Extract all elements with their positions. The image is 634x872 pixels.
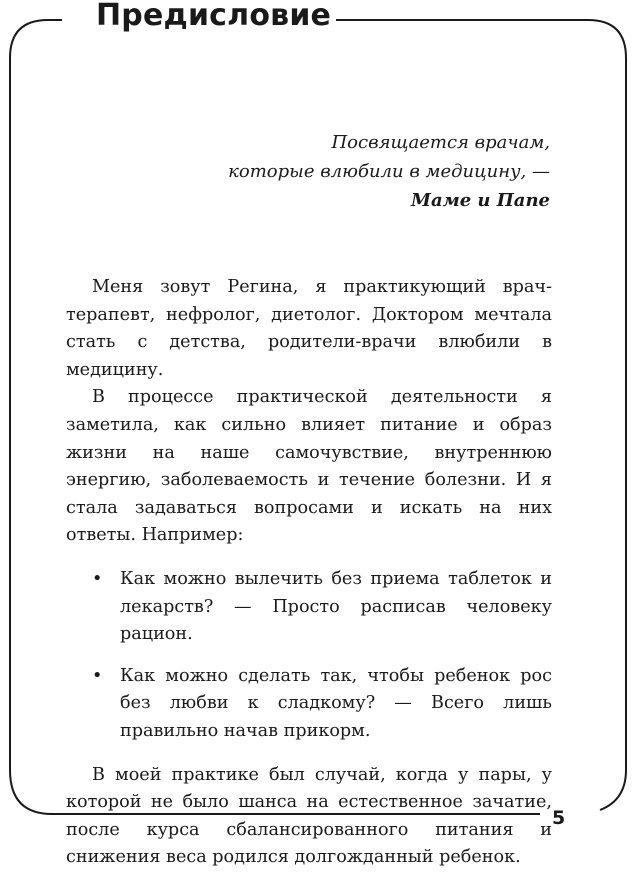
dedication-line-2: которые влюбили в медицину, — xyxy=(228,161,550,182)
bullet-list xyxy=(66,566,552,746)
list-item-text: Как можно сделать так, чтобы ребенок рос без любви к сладкому? — Всего лишь правильно начав прикорм. xyxy=(120,665,552,741)
body-text xyxy=(66,274,552,872)
page-number: 5 xyxy=(552,807,566,829)
paragraph-closing: В моей практике был случай, когда у пары, у которой не было шанса на естественное зачатие, после курса сбалансированного питания и снижения веса родился долгожданный ребенок. xyxy=(66,764,552,868)
dedication-line-3: Маме и Папе xyxy=(411,190,550,211)
paragraph-observation: В процессе практической деятельности я заметила, как сильно влияет питание и образ жизни на наше самочувствие, внутреннюю энергию, заболеваемость и течение болезни. И я стала задаваться вопросами и искать на них ответы. Например: xyxy=(66,387,552,546)
paragraph-intro: Меня зовут Регина, я практикующий врач-терапевт, нефролог, диетолог. Доктором мечтала стать с детства, родители-врачи влюбили в медицину. xyxy=(66,277,552,380)
bullet-icon: • xyxy=(92,665,103,686)
list-item xyxy=(66,566,552,649)
dedication xyxy=(228,128,550,215)
list-item xyxy=(66,663,552,746)
list-item-text: Как можно вылечить без приема таблеток и лекарств? — Просто расписав человеку рацион. xyxy=(120,568,552,645)
page-title: Предисловие xyxy=(92,0,335,36)
bullet-icon: • xyxy=(92,568,103,589)
dedication-line-1: Посвящается врачам, xyxy=(331,132,550,153)
